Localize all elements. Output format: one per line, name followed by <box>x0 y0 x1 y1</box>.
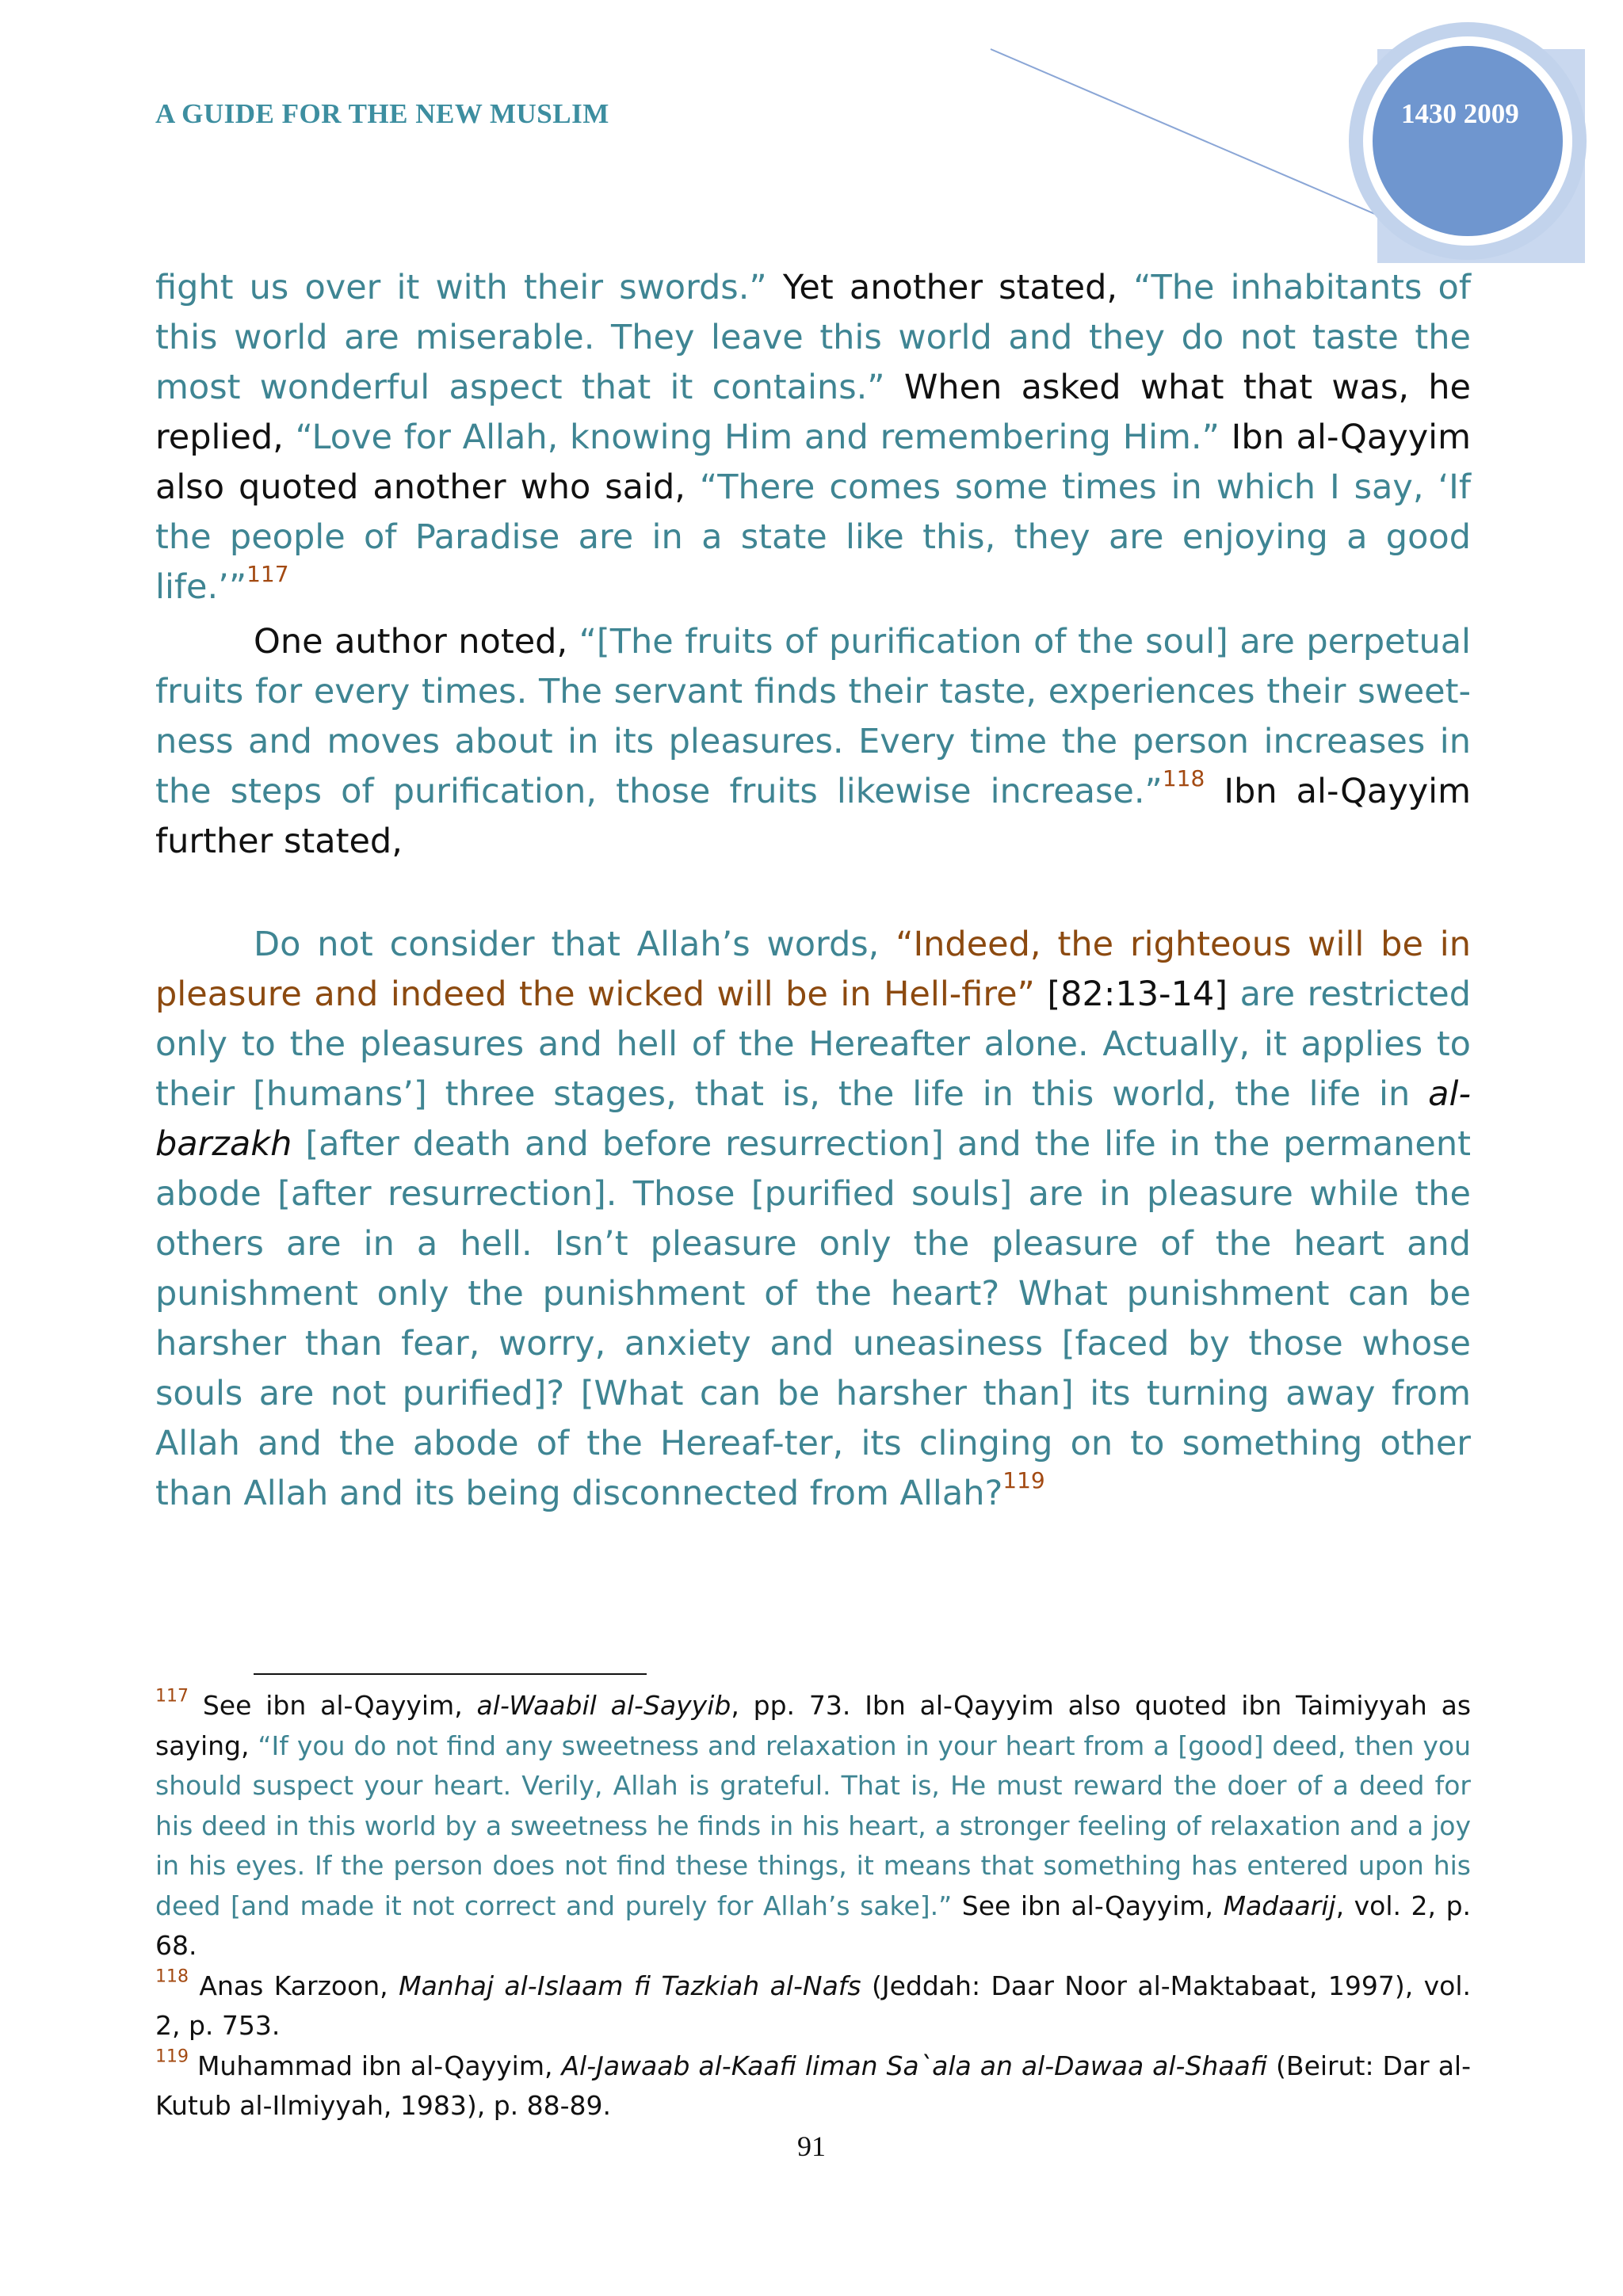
header-decoration <box>0 0 1623 269</box>
quran-verse: “Indeed, the righteous will be in pleasure and indeed the wicked will be in Hell-fire” <box>155 925 1472 1014</box>
book-title: al-Waabil al-Sayyib <box>476 1690 731 1721</box>
quote-people-of-paradise: “There comes some times in which I say, ‘If the people of Paradise are in a state like this, they are enjoying a good life.’” <box>155 467 1471 607</box>
text-after-death: [after death and before resurrection] and the life in the permanent abode [after resurrection]. Those [purified souls] are in pleasure while the others are in a hell. Isn’t pleasure only the pleasure of the heart and punishment only the punishment of the heart? What punishment can be harsher than fear, worry, anxiety and uneasiness [faced by those whose souls are not purified]? [What can be harsher than] its turning away from Allah and the abode of the Hereaf-ter, its clinging on to something other than Allah and its being disconnected from Allah? <box>155 1124 1471 1513</box>
quote-love-for-allah: “Love for Allah, knowing Him and remembering Him.” <box>295 418 1220 457</box>
text-restricted: are restricted only to the pleasures and hell of the Hereafter alone. Actually, it applies to their [humans’] three stages, that is, the life in this world, the life in <box>155 974 1471 1114</box>
footnote-ref-119[interactable]: 119 <box>1002 1467 1045 1493</box>
footnote-text: See ibn al-Qayyim, <box>952 1890 1224 1921</box>
header-year: 1430 2009 <box>1401 98 1519 129</box>
footnote-119 <box>155 2046 1471 2126</box>
verse-reference: [82:13-14] <box>1034 974 1240 1014</box>
footnote-number: 118 <box>155 1966 189 1986</box>
footnotes <box>155 1686 1471 2126</box>
footnote-separator <box>254 1673 647 1675</box>
footnote-text: , pp. 73. Ibn al-Qayyim also quoted ibn Taimiyyah as saying, <box>155 1690 1472 1761</box>
paragraph-1 <box>155 263 1471 612</box>
term-al-barzakh: al-barzakh <box>155 1074 1471 1164</box>
text-one-author: One author noted, <box>254 622 579 662</box>
footnote-117 <box>155 1686 1471 1966</box>
footnote-text: See ibn al-Qayyim, <box>189 1690 477 1721</box>
footnote-text: (Beirut: Dar al-Kutub al-Ilmiyyah, 1983), p. 88-89. <box>155 2050 1472 2121</box>
paragraph-2 <box>155 617 1471 867</box>
quote-inhabitants: “The inhabitants of this world are miserable. They leave this world and they do not taste the most wonderful aspect that it contains.” <box>155 268 1471 407</box>
book-title: Madaarij <box>1223 1890 1336 1921</box>
footnote-number: 119 <box>155 2046 189 2066</box>
footnote-ref-117[interactable]: 117 <box>246 561 289 587</box>
page-number: 91 <box>797 2130 826 2162</box>
book-title: Al-Jawaab al-Kaafi liman Sa`ala an al-Dawaa al-Shaafi <box>561 2050 1268 2081</box>
text-another-stated: Yet another stated, <box>766 268 1134 307</box>
footnote-ref-118[interactable]: 118 <box>1162 765 1205 791</box>
footnote-number: 117 <box>155 1686 189 1707</box>
header-dark-circle <box>1373 46 1563 236</box>
quote-fruits-of-purification: “[The fruits of purification of the soul] are perpetual fruits for every times. The servant finds their taste, experiences their sweet-ness and moves about in its pleasures. Every time the person increases in the steps of purification, those fruits likewise increase.” <box>155 622 1471 811</box>
footnote-text: Muhammad ibn al-Qayyim, <box>189 2050 562 2081</box>
footnote-text: Anas Karzoon, <box>189 1970 399 2001</box>
text-further-stated: Ibn al-Qayyim further stated, <box>155 772 1471 861</box>
footnote-quote: “If you do not find any sweetness and relaxation in your heart from a [good] deed, then you should suspect your heart. Verily, Allah is grateful. That is, He must reward the doer of a deed for his deed in this world by a sweetness he finds in his heart, a stronger feeling of relaxation and a joy in his eyes. If the person does not find these things, it means that something has entered upon his deed [and made it not correct and purely for Allah’s sake].” <box>155 1730 1471 1921</box>
text-ibn-qayyim-quoted: Ibn al-Qayyim also quoted another who said, <box>155 418 1471 507</box>
header-title: A GUIDE FOR THE NEW MUSLIM <box>155 98 609 129</box>
paragraph-3 <box>155 920 1471 1519</box>
footnote-118 <box>155 1966 1471 2046</box>
text-when-asked: When asked what that was, he replied, <box>155 368 1472 457</box>
footnote-text: , vol. 2, p. 68. <box>155 1890 1472 1961</box>
quote-swords: fight us over it with their swords.” <box>155 268 767 307</box>
footnote-text: (Jeddah: Daar Noor al-Maktabaat, 1997), vol. 2, p. 753. <box>155 1970 1471 2041</box>
book-title: Manhaj al-Islaam fi Tazkiah al-Nafs <box>399 1970 861 2001</box>
text-do-not-consider: Do not consider that Allah’s words, <box>254 925 896 964</box>
